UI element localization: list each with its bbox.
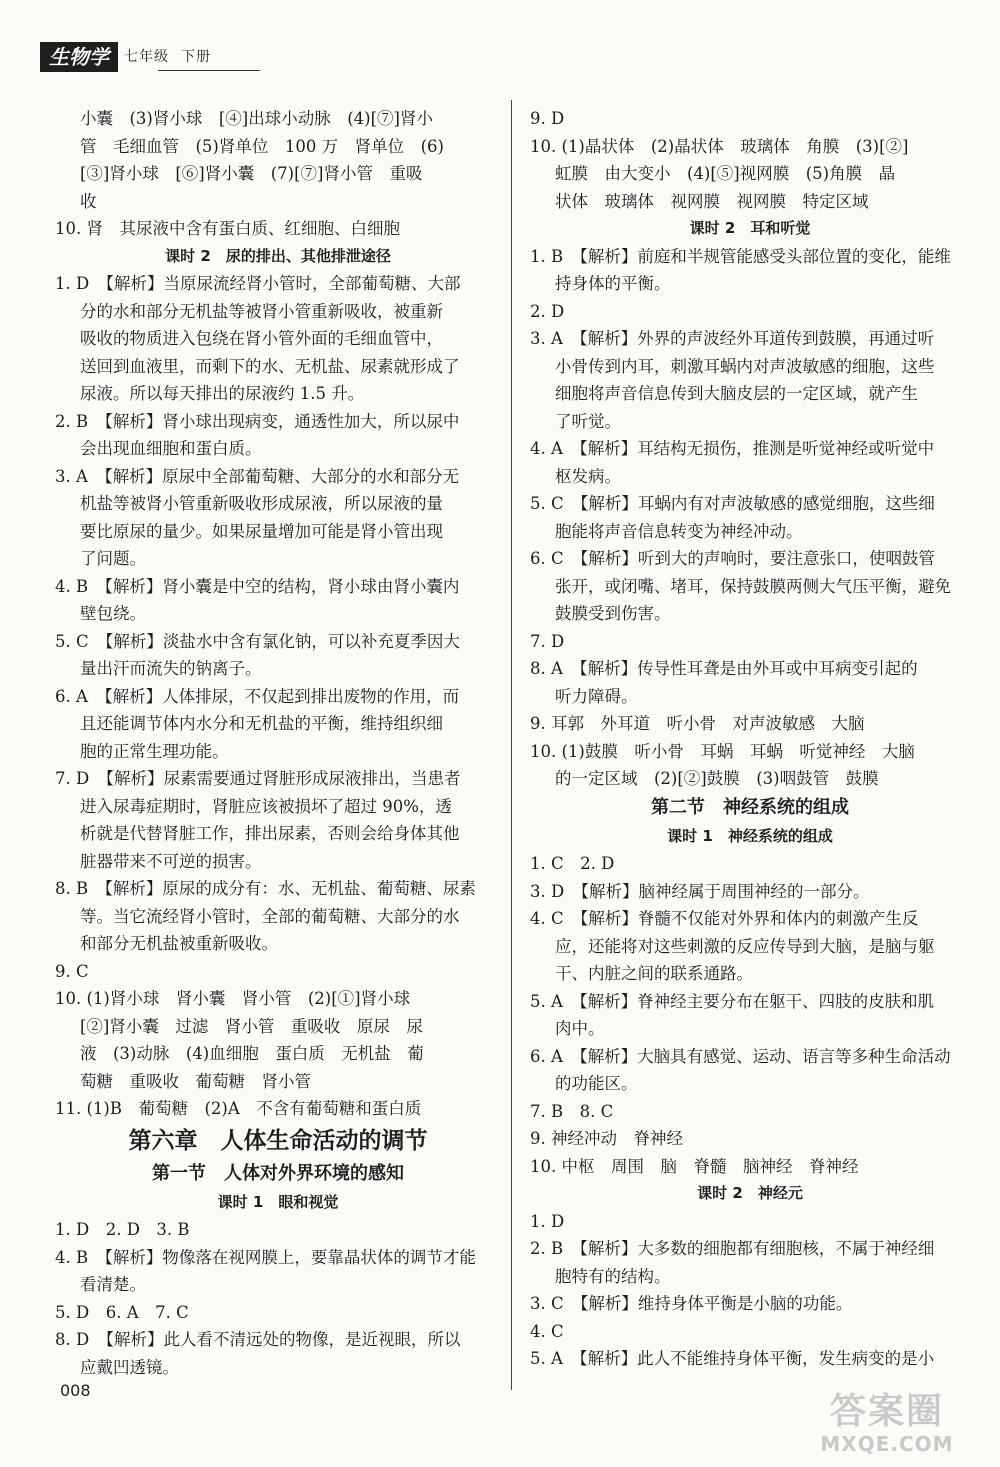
answer-line: 萄糖 重吸收 葡萄糖 肾小管 xyxy=(80,1071,311,1091)
grade-text: 七年级 xyxy=(124,49,169,65)
answer-line: 3. A 【解析】原尿中全部葡萄糖、大部分的水和部分无 xyxy=(55,466,460,486)
answer-line: 4. A 【解析】耳结构无损伤，推测是听觉神经或听觉中 xyxy=(530,439,935,458)
answer-line: 1. D 【解析】当原尿流经肾小管时，全部葡萄糖、大部 xyxy=(55,274,461,293)
answer-line: [③]肾小球 [⑥]肾小囊 (7)[⑦]肾小管 重吸 xyxy=(80,164,423,183)
lesson-heading: 课时 1 神经系统的组成 xyxy=(667,826,833,845)
grade-label xyxy=(124,46,211,66)
answer-line: 虹膜 由大变小 (4)[⑤]视网膜 (5)角膜 晶 xyxy=(555,164,896,183)
answer-line: 1. D 2. D 3. B xyxy=(55,1220,190,1239)
answer-line: 管 毛细血管 (5)肾单位 100 万 肾单位 (6) xyxy=(80,136,444,156)
answer-line: 听力障碍。 xyxy=(555,686,638,706)
answer-line: 5. A 【解析】脊神经主要分布在躯干、四肢的皮肤和肌 xyxy=(530,991,935,1011)
answer-line: 10. 中枢 周围 脑 脊髓 脑神经 脊神经 xyxy=(530,1156,859,1176)
answer-line: 8. D 【解析】此人看不清远处的物像，是近视眼，所以 xyxy=(55,1330,461,1349)
answer-line: 尿液。所以每天排出的尿液约 1.5 升。 xyxy=(80,384,365,403)
answer-line: 10. (1)晶状体 (2)晶状体 玻璃体 角膜 (3)[②] xyxy=(530,136,909,156)
answer-line: 和部分无机盐被重新吸收。 xyxy=(80,934,278,953)
answer-line: 状体 玻璃体 视网膜 视网膜 特定区域 xyxy=(555,191,869,211)
watermark-url: MXQE.COM xyxy=(820,1432,954,1456)
answer-line: 7. D xyxy=(530,631,565,651)
watermark xyxy=(792,1392,982,1456)
answer-line: 4. C 【解析】脊髓不仅能对外界和体内的刺激产生反 xyxy=(530,909,919,928)
section-heading: 第二节 神经系统的组成 xyxy=(651,796,849,818)
answer-line: 7. B 8. C xyxy=(530,1101,614,1121)
answer-line: 胞的正常生理功能。 xyxy=(80,741,229,761)
answer-line: 鼓膜受到伤害。 xyxy=(555,604,671,623)
answer-line: 2. D xyxy=(530,301,565,321)
volume-text: 下册 xyxy=(181,49,211,65)
answer-line: 细胞将声音信息传到大脑皮层的一定区域，就产生 xyxy=(555,384,918,403)
answer-line: 吸收的物质进入包绕在肾小管外面的毛细血管中， xyxy=(80,329,443,348)
answer-line: 张开，或闭嘴、堵耳，保持鼓膜两侧大气压平衡，避免 xyxy=(555,576,951,596)
answer-line: 11. (1)B 葡萄糖 (2)A 不含有葡萄糖和蛋白质 xyxy=(55,1099,422,1118)
answer-line: 6. A 【解析】大脑具有感觉、运动、语言等多种生命活动 xyxy=(530,1046,951,1066)
answer-line: 收 xyxy=(80,191,97,211)
answer-line: 量出汗而流失的钠离子。 xyxy=(80,659,262,678)
answer-line: 5. A 【解析】此人不能维持身体平衡，发生病变的是小 xyxy=(530,1349,935,1368)
answer-line: 送回到血液里，而剩下的水、无机盐、尿素就形成了 xyxy=(80,356,460,376)
answer-line: 9. D xyxy=(530,109,565,128)
answer-line: 小囊 (3)肾小球 [④]出球小动脉 (4)[⑦]肾小 xyxy=(80,109,433,128)
answer-line: 8. A 【解析】传导性耳聋是由外耳或中耳病变引起的 xyxy=(530,659,918,678)
answer-line: 5. D 6. A 7. C xyxy=(55,1302,189,1322)
column-divider xyxy=(511,100,512,1390)
answer-line: 5. C 【解析】耳蜗内有对声波敏感的感觉细胞，这些细 xyxy=(530,494,935,513)
answer-line: 的功能区。 xyxy=(555,1074,638,1093)
answer-line: 进入尿毒症期时，肾脏应该被损坏了超过 90%，透 xyxy=(80,796,452,816)
subject-badge: 生物学 xyxy=(40,42,118,72)
answer-line: 9. C xyxy=(55,961,89,981)
answer-line: 3. C 【解析】维持身体平衡是小脑的功能。 xyxy=(530,1294,853,1313)
answer-line: 10. (1)肾小球 肾小囊 肾小管 (2)[①]肾小球 xyxy=(55,989,411,1008)
answer-line: 且还能调节体内水分和无机盐的平衡，维持组织细 xyxy=(80,714,443,733)
header-rule xyxy=(158,70,260,71)
answer-line: 了问题。 xyxy=(80,549,146,568)
answer-line: 胞能将声音信息转变为神经冲动。 xyxy=(555,521,803,541)
section-heading: 第一节 人体对外界环境的感知 xyxy=(152,1162,404,1184)
answer-line: 脏器带来不可逆的损害。 xyxy=(80,851,262,871)
answer-line: 了听觉。 xyxy=(555,411,621,431)
answer-line: 液 (3)动脉 (4)血细胞 蛋白质 无机盐 葡 xyxy=(80,1044,424,1063)
left-column xyxy=(55,105,501,1381)
answer-line: 1. D xyxy=(530,1211,565,1231)
lesson-heading: 课时 2 神经元 xyxy=(697,1184,803,1202)
answer-line: 析就是代替肾脏工作，排出尿素，否则会给身体其他 xyxy=(80,824,460,843)
answer-line: 干、内脏之间的联系通路。 xyxy=(555,964,753,983)
answer-line: 看清楚。 xyxy=(80,1275,146,1294)
answer-line: 应，还能将对这些刺激的反应传导到大脑，是脑与躯 xyxy=(555,936,935,956)
answer-line: 1. C 2. D xyxy=(530,854,615,873)
answer-line: 肉中。 xyxy=(555,1019,605,1038)
answer-line: 小骨传到内耳，刺激耳蜗内对声波敏感的细胞，这些 xyxy=(555,356,935,376)
answer-line: 9. 耳郭 外耳道 听小骨 对声波敏感 大脑 xyxy=(530,714,865,733)
answer-line: 持身体的平衡。 xyxy=(555,274,671,293)
answer-line: 6. A 【解析】人体排尿，不仅起到排出废物的作用，而 xyxy=(55,686,460,706)
answer-line: 分的水和部分无机盐等被肾小管重新吸收，被重新 xyxy=(80,301,443,321)
answer-line: 4. B 【解析】肾小囊是中空的结构，肾小球由肾小囊内 xyxy=(55,576,460,596)
watermark-logo: 答案圈 xyxy=(829,1391,944,1432)
answer-line: 1. B 【解析】前庭和半规管能感受头部位置的变化，能维 xyxy=(530,246,951,266)
answer-line: 5. C 【解析】淡盐水中含有氯化钠，可以补充夏季因大 xyxy=(55,631,460,651)
answer-line: 2. B 【解析】肾小球出现病变，通透性加大，所以尿中 xyxy=(55,411,460,431)
answer-line: 会出现血细胞和蛋白质。 xyxy=(80,439,262,458)
lesson-heading: 课时 2 耳和听觉 xyxy=(689,219,811,237)
answer-line: 7. D 【解析】尿素需要通过肾脏形成尿液排出，当患者 xyxy=(55,769,461,788)
answer-line: 4. B 【解析】物像落在视网膜上，要靠晶状体的调节才能 xyxy=(55,1247,476,1267)
answer-line: [②]肾小囊 过滤 肾小管 重吸收 原尿 尿 xyxy=(80,1016,423,1036)
answer-line: 10. 肾 其尿液中含有蛋白质、红细胞、白细胞 xyxy=(55,219,400,238)
chapter-heading: 第六章 人体生命活动的调节 xyxy=(128,1127,428,1154)
answer-line: 要比原尿的量少。如果尿量增加可能是肾小管出现 xyxy=(80,521,443,541)
answer-line: 4. C xyxy=(530,1321,564,1341)
answer-line: 枢发病。 xyxy=(555,466,621,486)
page-number: 008 xyxy=(60,1381,91,1400)
answer-line: 壁包绕。 xyxy=(80,604,146,623)
answer-line: 的一定区域 (2)[②]鼓膜 (3)咽鼓管 鼓膜 xyxy=(555,769,879,788)
answer-line: 10. (1)鼓膜 听小骨 耳蜗 耳蜗 听觉神经 大脑 xyxy=(530,741,915,761)
right-column xyxy=(530,105,970,1373)
lesson-heading: 课时 2 尿的排出、其他排泄途径 xyxy=(165,246,391,265)
answer-line: 应戴凹透镜。 xyxy=(80,1357,179,1377)
answer-line: 8. B 【解析】原尿的成分有：水、无机盐、葡萄糖、尿素 xyxy=(55,879,476,898)
answer-line: 3. A 【解析】外界的声波经外耳道传到鼓膜，再通过听 xyxy=(530,329,935,348)
answer-line: 2. B 【解析】大多数的细胞都有细胞核，不属于神经细 xyxy=(530,1239,935,1258)
answer-line: 机盐等被肾小管重新吸收形成尿液，所以尿液的量 xyxy=(80,494,443,513)
lesson-heading: 课时 1 眼和视觉 xyxy=(217,1192,339,1211)
answer-line: 等。当它流经肾小管时，全部的葡萄糖、大部分的水 xyxy=(80,906,460,926)
answer-line: 3. D 【解析】脑神经属于周围神经的一部分。 xyxy=(530,881,870,901)
answer-line: 胞特有的结构。 xyxy=(555,1266,671,1286)
answer-line: 6. C 【解析】听到大的声响时，要注意张口，使咽鼓管 xyxy=(530,549,935,568)
answer-line: 9. 神经冲动 脊神经 xyxy=(530,1129,683,1148)
